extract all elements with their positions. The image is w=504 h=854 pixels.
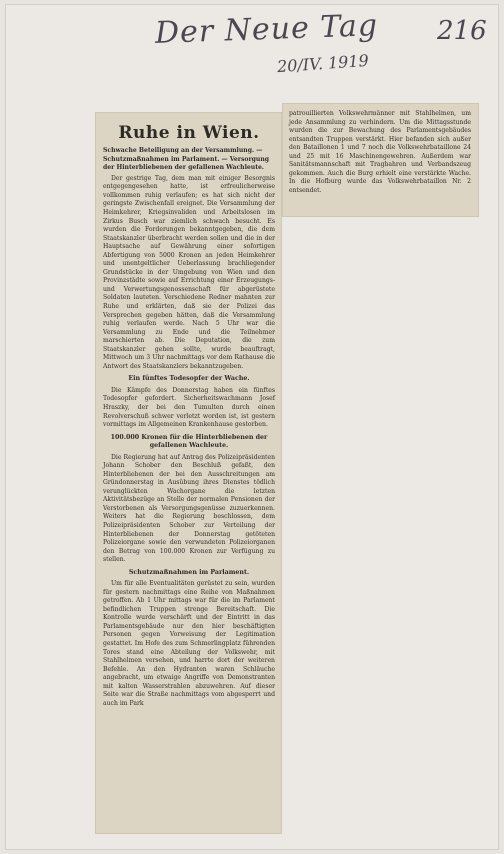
article-paragraph-1: Der gestrige Tag, dem man mit einiger Besorgnis entgegengesehen hatte, ist erfreulicherweise vollkommen ruhig verlaufen; es hat sich nicht der geringste Zwischenfall ereignet. Die Versammlung der Heimkehrer, Kriegsinvaliden und Arbeitslosen im Zirkus Busch war ziemlich schwach besucht. Es wurden die Forderungen bekanntgegeben, die dem Staatskanzler überbracht werden sollen und die in der Hauptsache auf Gewährung einer sofortigen Abfertigung von 5000 Kronen an jeden Heimkehrer und unentgeltlicher Ueberlassung brachliegender Grundstücke in der Umgebung von Wien und den Provinzstädte sowie auf Errichtung einer Erzeugungs- und Verwertungsgenossenschaft für abgerüstete Soldaten lauteten. Verschiedene Redner mahnten zur Ruhe und erklärten, daß sie der Polizei das Versprechen gegeben hätten, daß die Versammlung ruhig verlaufen werde. Nach 5 Uhr war die Versammlung zu Ende und die Teilnehmer marschierten ab. Die Deputation, die zum Staatskanzler gehen sollte, wurde beauftragt, Mittwoch um 3 Uhr nachmittags vor dem Rathause die Antwort des Staatskanzlers bekanntzugeben. [103,174,275,370]
section-heading-compensation: 100.000 Kronen für die Hinterbliebenen der gefallenen Wachleute. [110,433,268,450]
article-subhead: Schwache Beteiligung an der Versammlung. — Schutzmaßnahmen im Parlament. — Versorgung der Hinterbliebenen der gefallenen Wachleute. [103,147,270,172]
article-paragraph-4: Um für alle Eventualitäten gerüstet zu sein, wurden für gestern nachmittags eine Reihe von Maßnahmen getroffen. Ab 1 Uhr mittags war für die im Parlament befindlichen Truppen strenge Bereitschaft. Die Kontrolle wurde verschärft und der Eintritt in das Parlamentsgebäude nur den hier beschäftigten Personen gegen Vorweisung der Legitimation gestattet. Im Hofe des zum Schmerlingplatz führenden Tores stand eine Abteilung der Volkswehr, mit Stahlhelmen versehen, und harrte dort der weiteren Befehle. An den Hydranten waren Schläuche angebracht, um etwaige Angriffe von Demonstranten mit kalten Wasserstrahlen abzuwehren. Auf dieser Seite war die Straße nachmittags vom abgesperrt und auch im Park [103,580,275,707]
handwritten-page-number: 216 [437,16,487,46]
article-paragraph-2: Die Kämpfe des Donnerstag haben ein fünftes Todesopfer gefordert. Sicherheitswachmann Josef Hraszky, der bei den Tumulten durch einen Revolverschuß schwer verletzt worden ist, ist gestern vormittags im Allgemeinen Krankenhause gestorben. [103,386,275,429]
newspaper-clipping-continuation [283,104,478,216]
handwritten-date: 20/IV. 1919 [276,50,370,77]
section-heading-death: Ein fünftes Todesopfer der Wache. [128,375,250,383]
section-heading-parliament: Schutzmaßnahmen im Parlament. [128,568,250,576]
continuation-paragraph: patrouillierten Volkswehrmänner mit Stahlhelmen, um jede Ansammlung zu verhindern. Um die Mittagsstunde wurden die zur Bewachung des Parlamentsgebäudes entsandten Truppen verstärkt. Hier befanden sich außer den Bataillonen 1 und 7 noch die Volkswehrbataillone 24 und 25 mit 16 Maschinengewehren. Außerdem war Sanitätsmannschaft mit Tragbahren und Verbandszeug gekommen. Auch die Burg erhielt eine verstärkte Wache. In die Hofburg wurde das Volkswehrbataillon Nr. 2 entsendet. [289,110,471,194]
newspaper-clipping-main [96,113,281,833]
article-headline: Ruhe in Wien. [118,123,260,143]
article-paragraph-3: Die Regierung hat auf Antrag des Polizeipräsidenten Johann Schober den Beschluß gefaßt, den Hinterbliebenen der bei den Ausschreitungen am Gründonnerstag in Ausübung ihres Dienstes tödlich verunglückten Wachorgane die letzten Aktivitätsbezüge an Stelle der normalen Pensionen der Verstorbenen als Versorgungsgenüsse zuzuerkennen. Weiters hat die Regierung beschlossen, dem Polizeipräsidenten Schober zur Verteilung der Hinterbliebenen der Donnerstag getöteten Polizeiorgane sowie den verwundeten Polizeiorganen den Betrag von 100.000 Kronen zur Verfügung zu stellen. [103,453,275,564]
handwritten-source-title: Der Neue Tag [154,8,379,51]
